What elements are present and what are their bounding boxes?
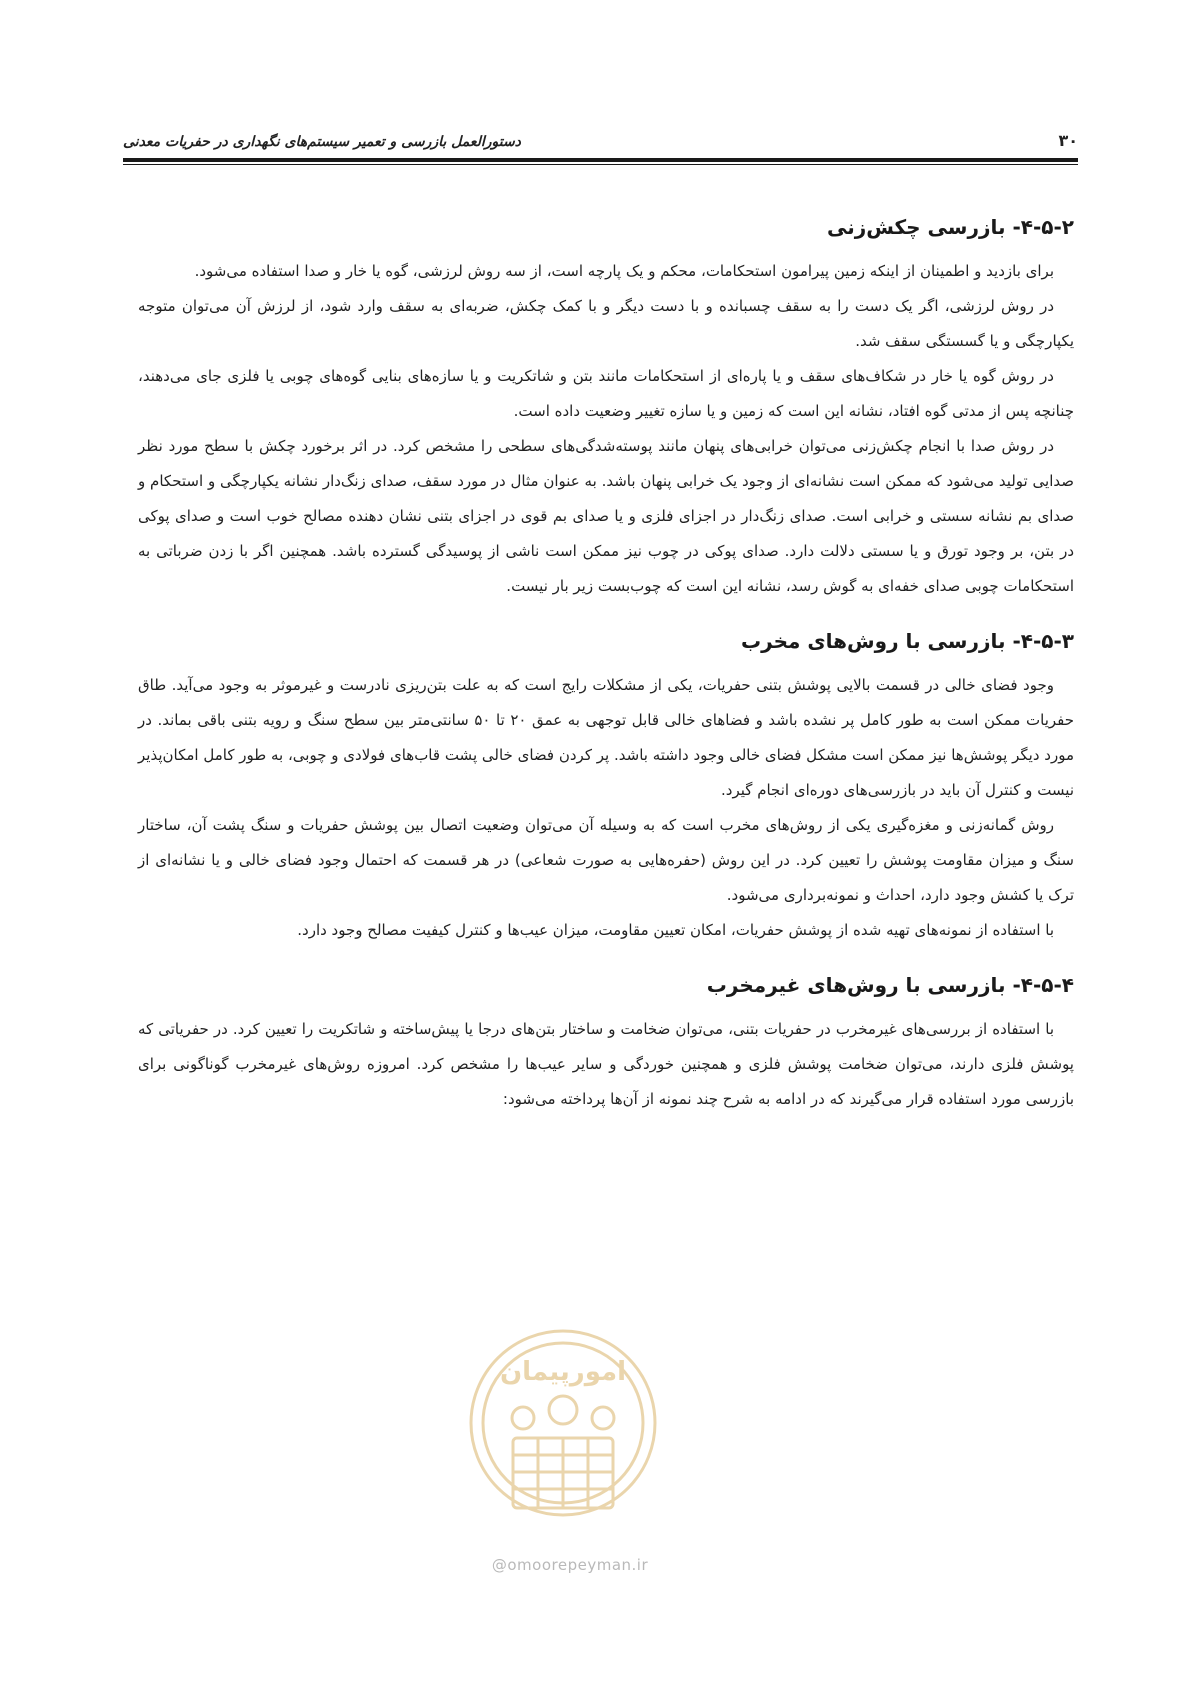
paragraph: روش گمانه‌زنی و مغزه‌گیری یکی از روش‌های مخرب است که به وسیله آن می‌توان وضعیت اتصال بین پوشش حفریات و سنگ پشت آن، ساختار سنگ و میزان مقاومت پوشش را تعیین کرد. در این روش (حفره‌هایی به صورت شعاعی) در هر قسمت که احتمال وجود فضای خالی و یا نشانه‌ای از ترک یا کشش وجود دارد، احداث و نمونه‌برداری می‌شود.: [138, 816, 1074, 904]
paragraph: با استفاده از بررسی‌های غیرمخرب در حفریات بتنی، می‌توان ضخامت و ساختار بتن‌های درجا یا پیش‌ساخته و شاتکریت را تعیین کرد. در حفریاتی که پوشش فلزی دارند، می‌توان ضخامت پوشش فلزی و همچنین خوردگی و سایر عیب‌ها را مشخص کرد. امروزه روش‌های غیرمخرب گوناگونی برای بازرسی مورد استفاده قرار می‌گیرند که در ادامه به شرح چند نمونه از آن‌ها پرداخته می‌شود:: [138, 1020, 1074, 1108]
paragraph: برای بازدید و اطمینان از اینکه زمین پیرامون استحکامات، محکم و یک پارچه است، از سه روش لرزشی، گوه یا خار و صدا استفاده می‌شود.: [194, 262, 1054, 280]
paragraph: با استفاده از نمونه‌های تهیه شده از پوشش حفریات، امکان تعیین مقاومت، میزان عیب‌ها و کنترل کیفیت مصالح وجود دارد.: [297, 921, 1054, 939]
paragraph: در روش صدا با انجام چکش‌زنی می‌توان خرابی‌های پنهان مانند پوسته‌شدگی‌های سطحی را مشخص کرد. در اثر برخورد چکش با سطح مورد نظر صدایی تولید می‌شود که ممکن است نشانه‌ای از وجود یک خرابی پنهان باشد. به عنوان مثال در مورد سقف، صدای زنگ‌دار نشانه یکپارچگی و استحکام و صدای بم نشانه سستی و خرابی است. صدای زنگ‌دار در اجزای فلزی و یا صدای بم قوی در اجزای بتنی نشان دهنده مصالح خوب است و صدای پوکی در بتن، بر وجود تورق و یا سستی دلالت دارد. صدای پوکی در چوب نیز ممکن است ناشی از پوسیدگی گسترده باشد. همچنین اگر با زدن ضرباتی به استحکامات چوبی صدای خفه‌ای به گوش رسد، نشانه این است که چوب‌بست زیر بار نیست.: [138, 437, 1074, 595]
section-heading: ۴-۵-۳- بازرسی با روش‌های مخرب: [741, 629, 1074, 653]
paragraph: در روش گوه یا خار در شکاف‌های سقف و یا پاره‌ای از استحکامات مانند بتن و شاتکریت و یا سازه‌های بنایی گوه‌های چوبی یا فلزی جای می‌دهند، چنانچه پس از مدتی گوه افتاد، نشانه این است که زمین و یا سازه تغییر وضعیت داده است.: [138, 367, 1074, 420]
paragraph: در روش لرزشی، اگر یک دست را به سقف چسبانده و با دست دیگر و با کمک چکش، ضربه‌ای به سقف وارد شود، از لرزش آن می‌توان متوجه یکپارچگی و یا گسستگی سقف شد.: [138, 297, 1074, 350]
section-destructive-methods: [138, 624, 1074, 968]
page-number: ۳۰: [1058, 131, 1078, 150]
section-spacer: [138, 948, 1074, 968]
header-rule-thick: [123, 158, 1078, 162]
site-credit: @omoorepeyman.ir: [491, 1556, 649, 1574]
section-heading: ۴-۵-۲- بازرسی چکش‌زنی: [827, 215, 1074, 239]
document-body: [138, 210, 1074, 1117]
section-heading: ۴-۵-۴- بازرسی با روش‌های غیرمخرب: [706, 973, 1074, 997]
section-nondestructive-methods: [138, 968, 1074, 1117]
section-spacer: [138, 604, 1074, 624]
publisher-seal-icon: [458, 1318, 668, 1538]
running-title: دستورالعمل بازرسی و تعمیر سیستم‌های نگهداری در حفریات معدنی: [123, 134, 521, 150]
seal-logo-text: امورپیمان: [499, 1357, 627, 1387]
paragraph: وجود فضای خالی در قسمت بالایی پوشش بتنی حفریات، یکی از مشکلات رایج است که به علت بتن‌ریزی نادرست و غیرموثر به وجود می‌آید. طاق حفریات ممکن است به طور کامل پر نشده باشد و فضاهای خالی قابل توجهی به عمق ۲۰ تا ۵۰ سانتی‌متر بین سطح سنگ و رویه بتنی باقی بماند. در مورد دیگر پوشش‌ها نیز ممکن است مشکل فضای خالی وجود داشته باشد. پر کردن فضای خالی پشت قاب‌های فولادی و چوبی، به طور کامل امکان‌پذیر نیست و کنترل آن باید در بازرسی‌های دوره‌ای انجام گیرد.: [138, 676, 1075, 799]
header-rule-thin: [123, 164, 1078, 165]
header-row: [123, 128, 1078, 150]
section-hammer-inspection: [138, 210, 1074, 624]
page-header: [123, 128, 1078, 164]
